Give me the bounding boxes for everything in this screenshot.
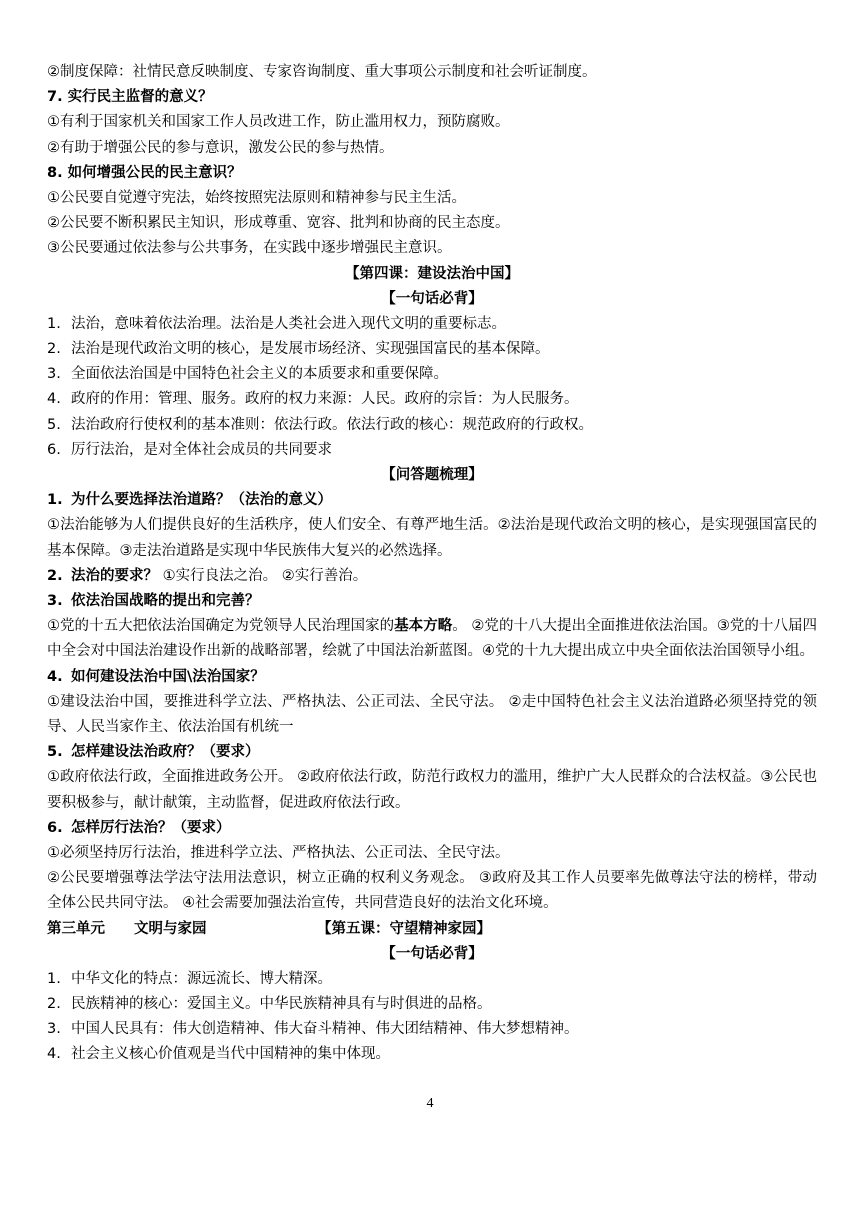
list-item: 2. 法治是现代政治文明的核心，是发展市场经济、实现强国富民的基本保障。	[47, 341, 550, 358]
question-7: 7. 实行民主监督的意义？	[47, 89, 213, 106]
question-practice-rule-of-law: 6. 怎样厉行法治？（要求）	[47, 819, 231, 836]
lesson-4-must-memorize-heading: 【一句话必背】	[381, 290, 483, 307]
answer-practice-rule-of-law-1: ①必须坚持厉行法治，推进科学立法、严格执法、公正司法、全民守法。	[47, 844, 510, 861]
answer-7-1: ①有利于国家机关和国家工作人员改进工作，防止滥用权力，预防腐败。	[47, 114, 510, 131]
answer-rule-of-law-meaning: ①法治能够为人们提供良好的生活秩序，使人们安全、有尊严地生活。②法治是现代政治文明的核心，是实现强国富民的基本保障。③走法治道路是实现中华民族伟大复兴的必然选择。	[47, 517, 817, 559]
list-item: 1. 中华文化的特点：源远流长、博大精深。	[47, 970, 332, 987]
list-item: 6. 厉行法治，是对全体社会成员的共同要求	[47, 441, 332, 458]
answer-practice-rule-of-law-2: ②公民要增强尊法学法守法用法意识，树立正确的权利义务观念。 ③政府及其工作人员要率先做尊法守法的榜样，带动全体公民共同守法。 ④社会需要加强法治宣传，共同营造良好的法治文化环境。	[47, 870, 817, 912]
list-item: 3. 中国人民具有：伟大创造精神、伟大奋斗精神、伟大团结精神、伟大梦想精神。	[47, 1021, 579, 1038]
page-number: 4	[426, 1096, 434, 1111]
system-guarantee-line: ②制度保障：社情民意反映制度、专家咨询制度、重大事项公示制度和社会听证制度。	[47, 64, 597, 80]
question-strategy: 3. 依法治国战略的提出和完善？	[47, 592, 260, 609]
list-item: 1. 法治，意味着依法治理。法治是人类社会进入现代文明的重要标志。	[47, 315, 506, 332]
list-item: 4. 政府的作用：管理、服务。政府的权力来源：人民。政府的宗旨：为人民服务。	[47, 391, 579, 408]
answer-8-2: ②公民要不断积累民主知识，形成尊重、宽容、批判和协商的民主态度。	[47, 215, 510, 232]
qa-heading: 【问答题梳理】	[381, 467, 483, 483]
document-page	[47, 60, 817, 1068]
lesson-4-title: 【第四课：建设法治中国】	[345, 265, 519, 282]
question-rule-of-law-requirements: 2. 法治的要求？ ①实行良法之治。 ②实行善治。	[47, 567, 368, 584]
list-item: 5. 法治政府行使权利的基本准则：依法行政。依法行政的核心：规范政府的行政权。	[47, 416, 593, 433]
question-build-rule-of-law-china: 4. 如何建设法治中国\法治国家？	[47, 668, 265, 685]
lesson-5-must-memorize-heading: 【一句话必背】	[381, 945, 483, 962]
question-law-based-government: 5. 怎样建设法治政府？（要求）	[47, 744, 260, 761]
answer-8-1: ①公民要自觉遵守宪法，始终按照宪法原则和精神参与民主生活。	[47, 189, 466, 206]
question-rule-of-law-meaning: 1. 为什么要选择法治道路？（法治的意义）	[47, 492, 332, 509]
unit-3-heading: 第三单元 文明与家园 【第五课：守望精神家园】	[47, 920, 491, 937]
answer-build-rule-of-law-china: ①建设法治中国，要推进科学立法、严格执法、公正司法、全民守法。 ②走中国特色社会主义法治道路必须坚持党的领导、人民当家作主、依法治国有机统一	[47, 693, 817, 735]
answer-7-2: ②有助于增强公民的参与意识，激发公民的参与热情。	[47, 139, 394, 156]
answer-law-based-government: ①政府依法行政，全面推进政务公开。 ②政府依法行政，防范行政权力的滥用，维护广大人民群众的合法权益。③公民也要积极参与，献计献策，主动监督，促进政府依法行政。	[47, 769, 817, 811]
answer-8-3: ③公民要通过依法参与公共事务，在实践中逐步增强民主意识。	[47, 240, 452, 257]
list-item: 4. 社会主义核心价值观是当代中国精神的集中体现。	[47, 1046, 390, 1063]
list-item: 3. 全面依法治国是中国特色社会主义的本质要求和重要保障。	[47, 366, 448, 383]
answer-strategy: ①党的十五大把依法治国确定为党领导人民治理国家的基本方略。 ②党的十八大提出全面推进依法治国。③党的十八届四中全会对中国法治建设作出新的战略部署，绘就了中国法治新蓝图。④党的十九大提出成立中央全面依法治国领导小组。	[47, 618, 818, 660]
list-item: 2. 民族精神的核心：爱国主义。中华民族精神具有与时俱进的品格。	[47, 996, 492, 1013]
question-8: 8. 如何增强公民的民主意识？	[47, 164, 242, 181]
